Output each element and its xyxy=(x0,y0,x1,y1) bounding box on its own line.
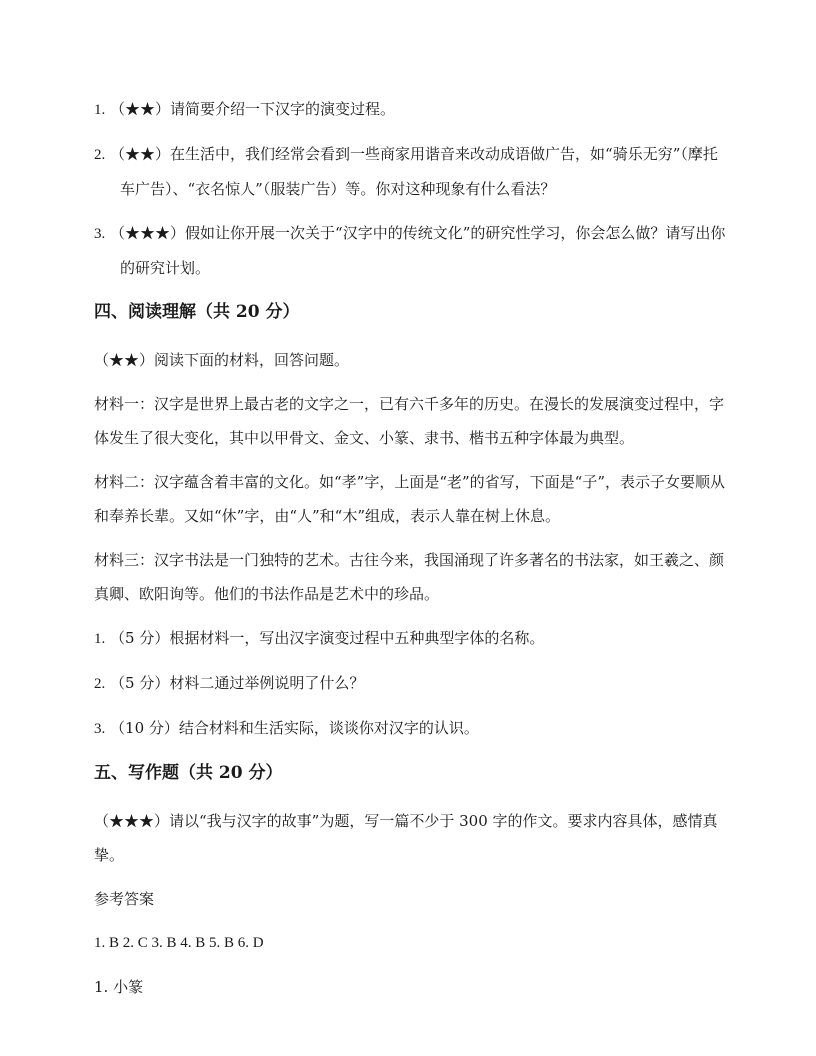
section4-heading: 四、阅读理解（共 20 分） xyxy=(94,302,300,322)
question-item xyxy=(94,92,726,127)
question-item xyxy=(94,137,726,206)
question-number: 2. xyxy=(94,147,106,163)
answers-title: 参考答案 xyxy=(94,890,155,908)
question-number: 3. xyxy=(94,721,106,737)
question-item xyxy=(94,711,726,746)
question-number: 2. xyxy=(94,676,106,692)
material-one: 材料一：汉字是世界上最古老的文字之一，已有六千多年的历史。在漫长的发展演变过程中，字体发生了很大变化，其中以甲骨文、金文、小篆、隶书、楷书五种字体最为典型。 xyxy=(94,395,725,447)
question-text: （★★）在生活中，我们经常会看到一些商家用谐音来改动成语做广告，如“骑乐无穷”（摩托车广告）、“衣名惊人”（服装广告）等。你对这种现象有什么看法？ xyxy=(110,145,718,198)
material-two: 材料二：汉字蕴含着丰富的文化。如“孝”字，上面是“老”的省写，下面是“子”，表示子女要顺从和奉养长辈。又如“休”字，由“人”和“木”组成，表示人靠在树上休息。 xyxy=(94,473,726,525)
fill-answer: 1. 小篆 xyxy=(94,978,144,996)
writing-prompt: （★★★）请以“我与汉字的故事”为题，写一篇不少于 300 字的作文。要求内容具体，感情真挚。 xyxy=(94,812,718,864)
section3-questions xyxy=(94,92,726,285)
material-three: 材料三：汉字书法是一门独特的艺术。古往今来，我国涌现了许多著名的书法家，如王羲之、颜真卿、欧阳询等。他们的书法作品是艺术中的珍品。 xyxy=(94,551,725,603)
section4-questions xyxy=(94,621,726,746)
question-item xyxy=(94,621,726,656)
question-text: （5 分）根据材料一，写出汉字演变过程中五种典型字体的名称。 xyxy=(110,629,545,647)
question-text: （★★）请简要介绍一下汉字的演变过程。 xyxy=(110,100,396,118)
question-item xyxy=(94,666,726,701)
section4-intro: （★★）阅读下面的材料，回答问题。 xyxy=(94,351,350,369)
question-number: 1. xyxy=(94,631,106,647)
section5-heading: 五、写作题（共 20 分） xyxy=(94,763,283,783)
question-number: 3. xyxy=(94,226,106,242)
choice-answers: 1. B 2. C 3. B 4. B 5. B 6. D xyxy=(94,935,264,951)
question-item xyxy=(94,216,726,285)
question-text: （10 分）结合材料和生活实际，谈谈你对汉字的认识。 xyxy=(110,719,479,737)
question-text: （★★★）假如让你开展一次关于“汉字中的传统文化”的研究性学习，你会怎么做？请写出你的研究计划。 xyxy=(110,224,726,277)
question-number: 1. xyxy=(94,102,106,118)
question-text: （5 分）材料二通过举例说明了什么？ xyxy=(110,674,365,692)
